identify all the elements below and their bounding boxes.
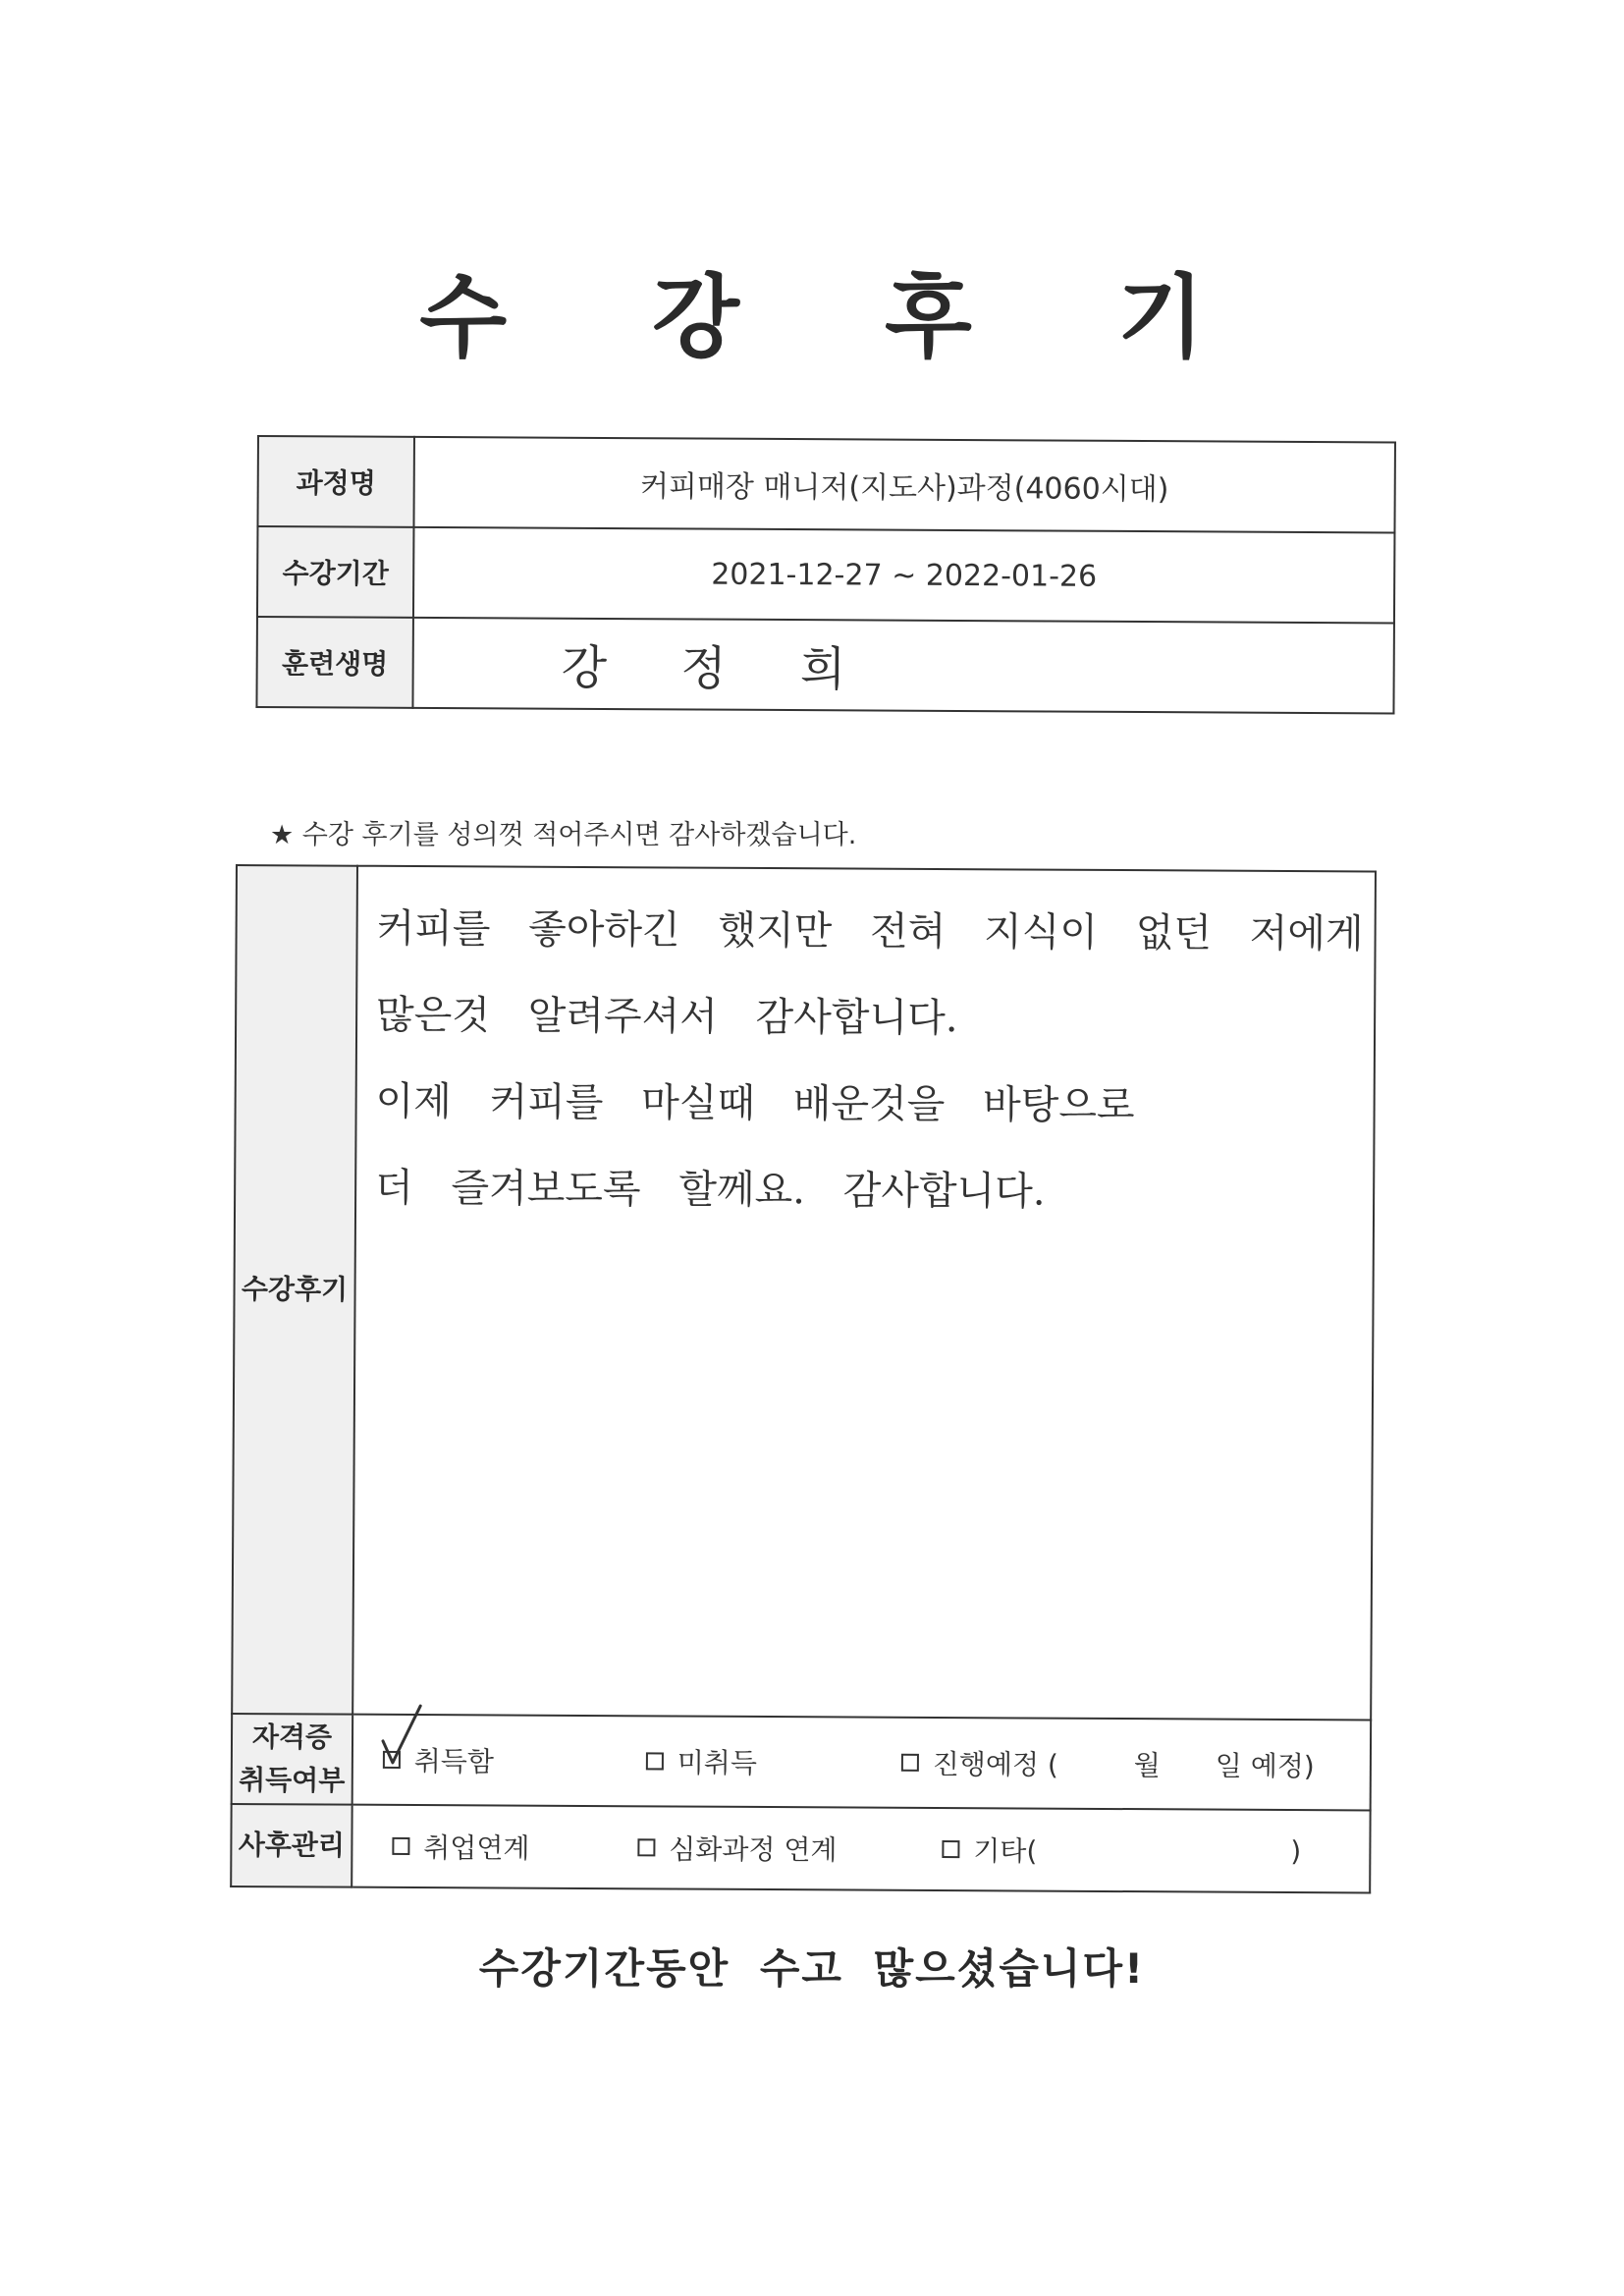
trainee-name-row [256, 617, 1393, 713]
checkbox-employment[interactable] [392, 1837, 409, 1855]
option-other-close: ) [1290, 1834, 1302, 1868]
review-line-2: 많은것 알려주셔서 감사합니다. [375, 992, 958, 1042]
aftercare-options [352, 1805, 1371, 1893]
course-period-value: 2021-12-27 ~ 2022-01-26 [413, 527, 1394, 624]
option-not-acquired-label: 미취득 [677, 1746, 758, 1779]
certificate-row [232, 1714, 1371, 1810]
review-lines [357, 868, 1374, 1237]
checkbox-advanced-course[interactable] [637, 1838, 655, 1856]
certificate-options [352, 1715, 1372, 1811]
course-name-label: 과정명 [257, 436, 414, 527]
aftercare-label: 사후관리 [231, 1804, 352, 1887]
review-table [230, 864, 1377, 1893]
course-period-label: 수강기간 [257, 526, 414, 618]
review-row [232, 865, 1376, 1720]
review-text-area [352, 866, 1376, 1721]
option-acquired[interactable] [383, 1740, 494, 1780]
trainee-name-handwritten: 강 정 희 [561, 640, 846, 697]
option-in-progress[interactable] [901, 1743, 1058, 1783]
review-line-4: 더 즐겨보도록 할께요. 감사합니다. [374, 1165, 1046, 1215]
option-not-acquired[interactable] [646, 1741, 757, 1781]
course-name-value: 커피매장 매니저(지도사)과정(4060시대) [413, 437, 1394, 533]
option-other[interactable] [942, 1830, 1037, 1870]
course-info-table [255, 435, 1396, 714]
option-employment-label: 취업연계 [423, 1831, 530, 1865]
option-acquired-label: 취득함 [413, 1745, 495, 1778]
option-employment[interactable] [392, 1827, 529, 1867]
option-in-progress-label: 진행예정 ( [932, 1747, 1058, 1781]
option-advanced-course-label: 심화과정 연계 [669, 1832, 838, 1867]
checkbox-acquired[interactable] [383, 1751, 401, 1769]
aftercare-row [231, 1804, 1370, 1892]
check-mark-icon [377, 1702, 426, 1771]
trainee-name-label: 훈련생명 [256, 617, 413, 708]
option-advanced-course[interactable] [637, 1828, 837, 1868]
review-label: 수강후기 [232, 865, 357, 1715]
closing-message: 수강기간동안 수고 많으셨습니다! [478, 1944, 1146, 1993]
certificate-label-line1: 자격증 [251, 1721, 333, 1754]
certificate-label-line2: 취득여부 [239, 1764, 346, 1797]
checkbox-other[interactable] [942, 1840, 959, 1858]
trainee-name-cell [412, 618, 1393, 714]
course-name-row [257, 436, 1394, 532]
course-period-row [257, 526, 1394, 623]
review-line-1: 커피를 좋아하긴 했지만 전혀 지식이 없던 저에게 [376, 905, 1364, 957]
review-line-3: 이제 커피를 마실때 배운것을 바탕으로 [375, 1078, 1135, 1129]
checkbox-in-progress[interactable] [901, 1754, 919, 1772]
review-instruction-note: ★ 수강 후기를 성의껏 적어주시면 감사하겠습니다. [270, 820, 857, 850]
month-word: 월 [1133, 1749, 1161, 1782]
checkbox-not-acquired[interactable] [646, 1752, 664, 1770]
day-word: 일 예정) [1215, 1749, 1315, 1783]
option-other-label: 기타( [973, 1834, 1038, 1868]
certificate-label [232, 1714, 352, 1805]
page-title: 수 강 후 기 [419, 265, 1262, 370]
